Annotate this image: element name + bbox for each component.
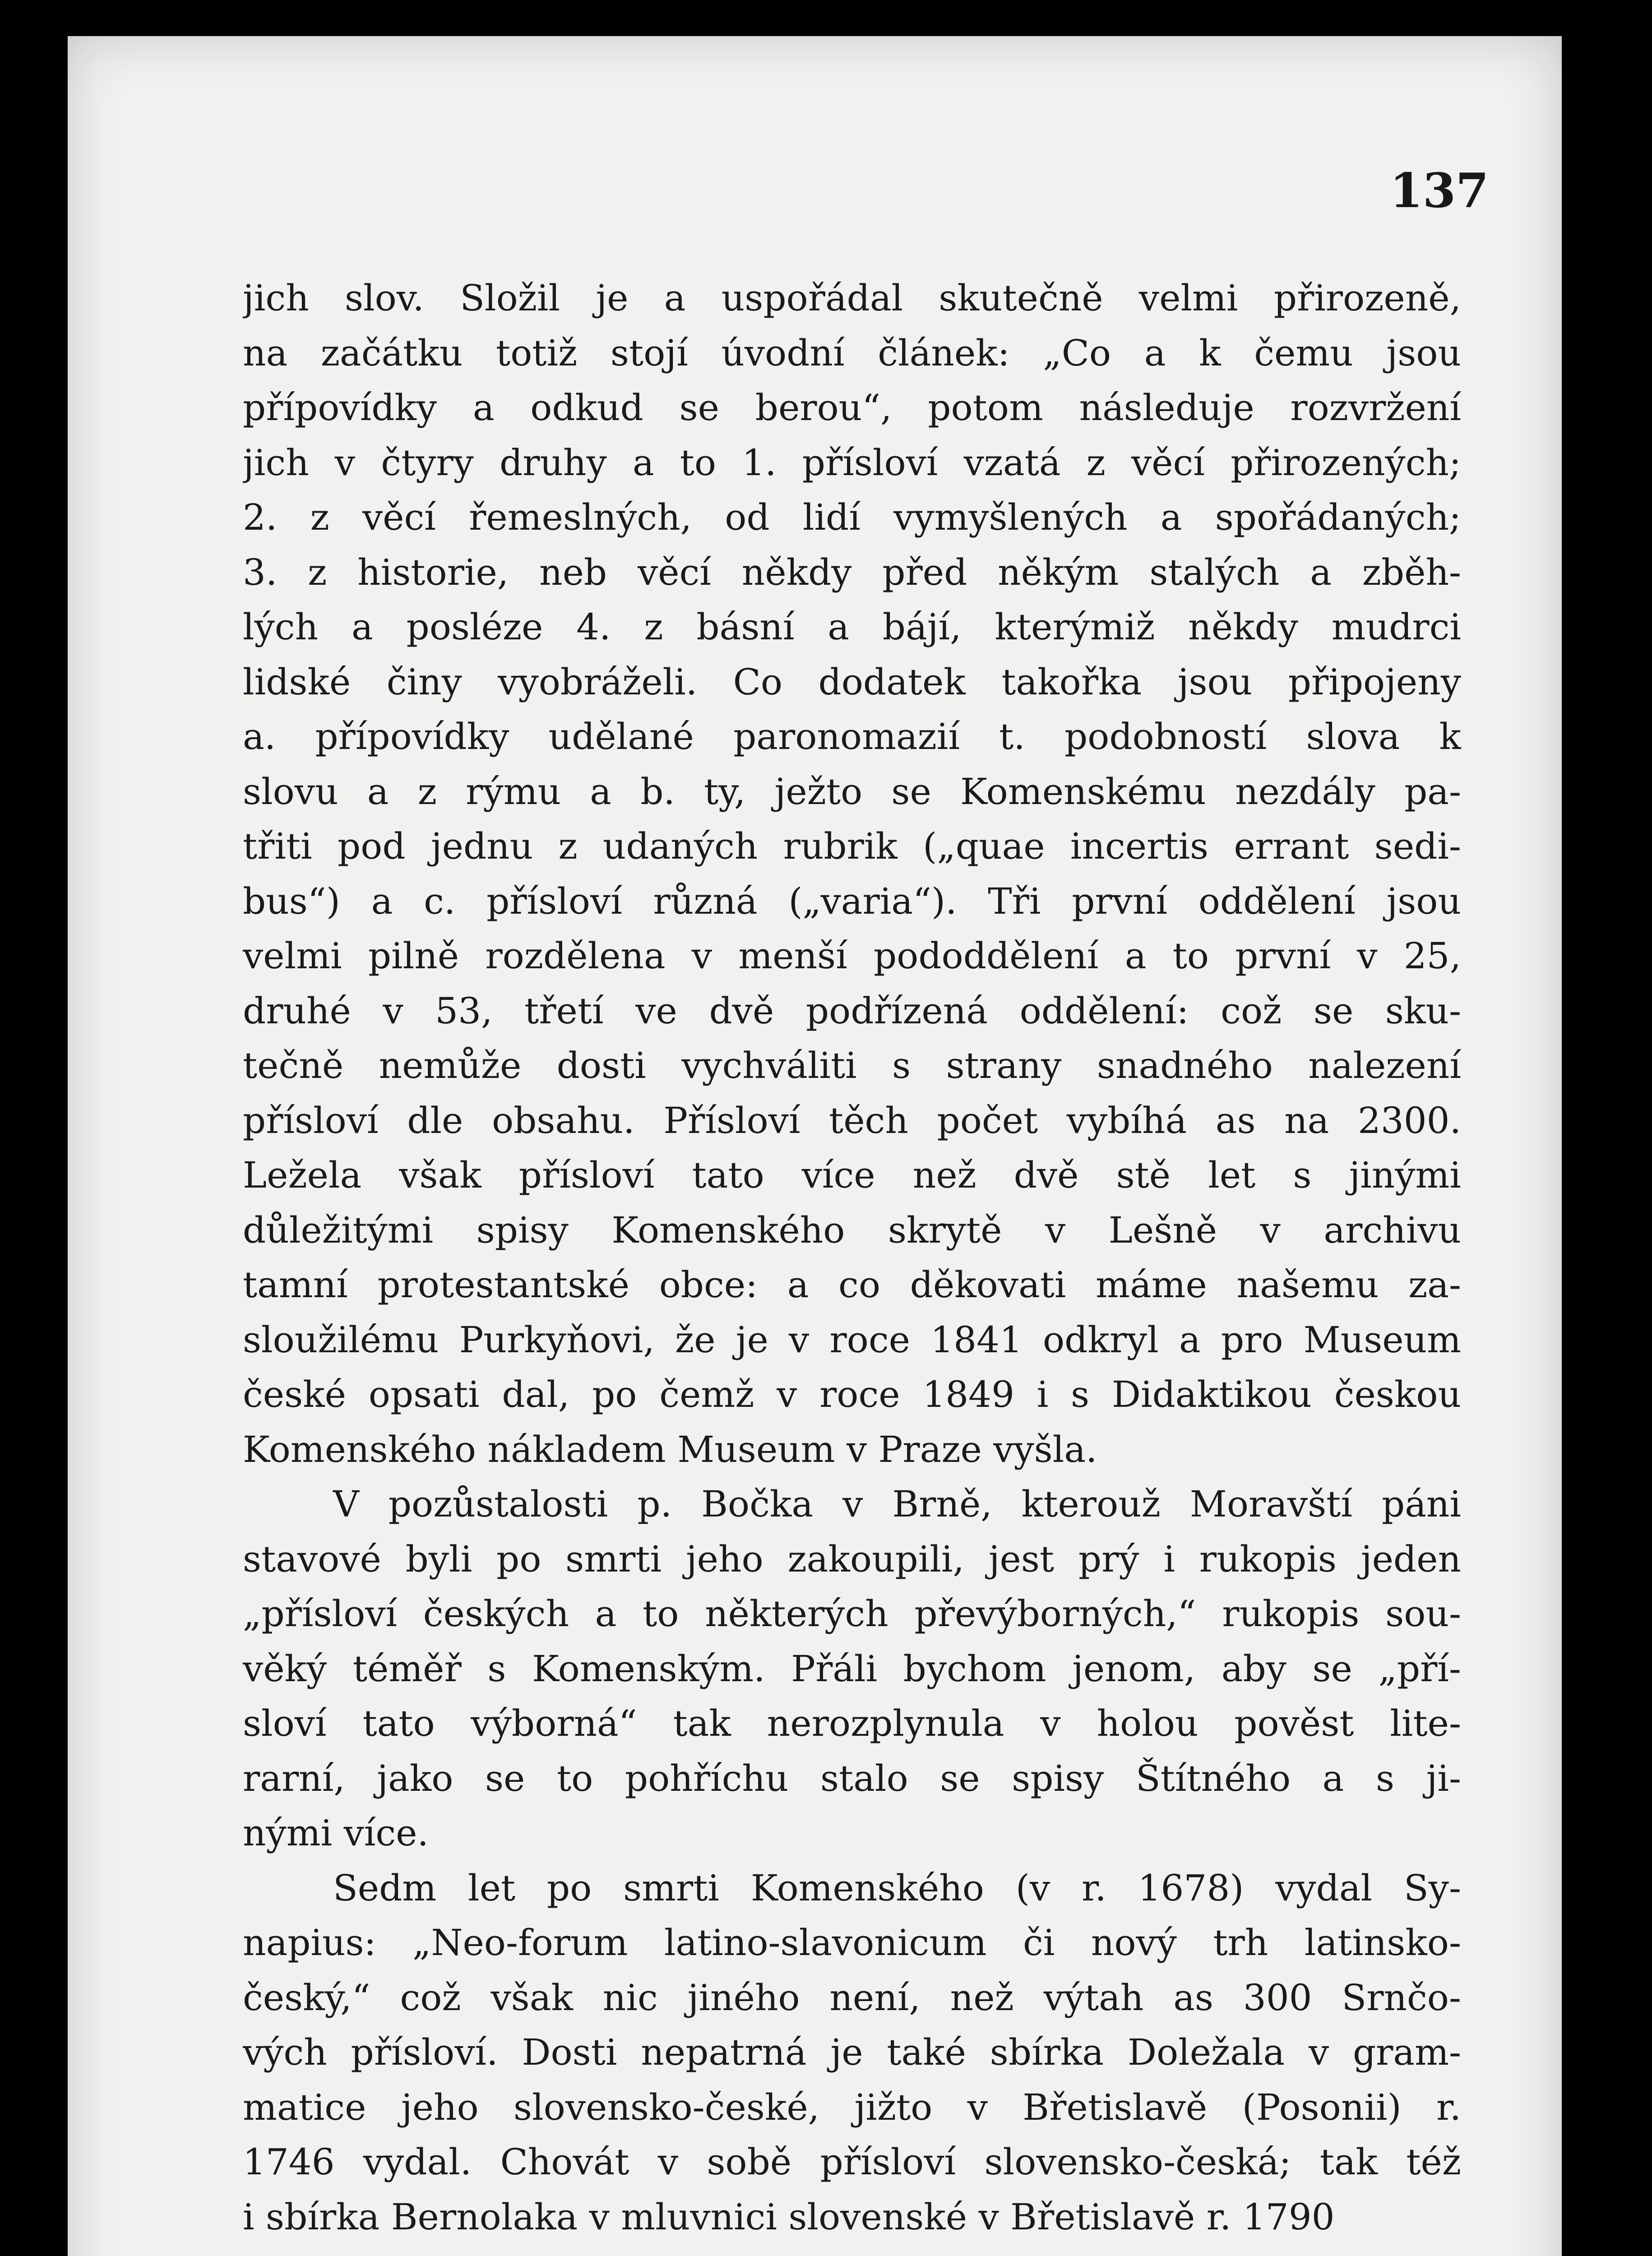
text-line: lých a posléze 4. z básní a bájí, kterýmiž někdy mudrci bbox=[243, 606, 1461, 648]
text-line: bus“) a c. přísloví různá („varia“). Tři první oddělení jsou bbox=[243, 880, 1461, 922]
text-line: 3. z historie, neb věcí někdy před někým stalých a zběh- bbox=[243, 551, 1461, 593]
text-line: nými více. bbox=[243, 1812, 429, 1854]
text-line: 1746 vydal. Chovát v sobě přísloví slovensko-česká; tak též bbox=[243, 2141, 1461, 2183]
text-line: třiti pod jednu z udaných rubrik („quae incertis errant sedi- bbox=[243, 825, 1461, 867]
text-line: napius: „Neo-forum latino-slavonicum či nový trh latinsko- bbox=[243, 1922, 1461, 1964]
text-line: Sedm let po smrti Komenského (v r. 1678) vydal Sy- bbox=[333, 1867, 1461, 1909]
body-text bbox=[243, 271, 1461, 2244]
text-line: matice jeho slovensko-české, jižto v Břetislavě (Posonii) r. bbox=[243, 2086, 1461, 2128]
text-line: věký téměř s Komenským. Přáli bychom jenom, aby se „pří- bbox=[243, 1647, 1461, 1690]
text-line: V pozůstalosti p. Bočka v Brně, kterouž Moravští páni bbox=[333, 1483, 1461, 1525]
text-line: Ležela však přísloví tato více než dvě stě let s jinými bbox=[243, 1154, 1461, 1196]
text-line: lidské činy vyobráželi. Co dodatek takořka jsou připojeny bbox=[243, 661, 1461, 703]
text-line: i sbírka Bernolaka v mluvnici slovenské v Břetislavě r. 1790 bbox=[243, 2196, 1335, 2238]
text-line: vých přísloví. Dosti nepatrná je také sbírka Doležala v gram- bbox=[243, 2031, 1461, 2073]
text-line: „přísloví českých a to některých převýborných,“ rukopis sou- bbox=[243, 1593, 1461, 1635]
page-number: 137 bbox=[1390, 162, 1489, 218]
text-line: jich slov. Složil je a uspořádal skutečně velmi přirozeně, bbox=[243, 277, 1461, 319]
text-line: Komenského nákladem Museum v Praze vyšla. bbox=[243, 1428, 1097, 1470]
text-line: slovu a z rýmu a b. ty, ježto se Komenskému nezdály pa- bbox=[243, 770, 1461, 813]
text-line: jich v čtyry druhy a to 1. přísloví vzatá z věcí přirozených; bbox=[243, 441, 1461, 484]
text-line: stavové byli po smrti jeho zakoupili, jest prý i rukopis jeden bbox=[243, 1538, 1461, 1580]
text-line: tamní protestantské obce: a co děkovati máme našemu za- bbox=[243, 1264, 1461, 1306]
text-line: sloužilému Purkyňovi, že je v roce 1841 odkryl a pro Museum bbox=[243, 1318, 1461, 1361]
text-line: tečně nemůže dosti vychváliti s strany snadného nalezení bbox=[243, 1045, 1461, 1086]
text-line: velmi pilně rozdělena v menší pododdělení a to první v 25, bbox=[243, 935, 1461, 977]
book-page bbox=[68, 36, 1562, 2256]
text-line: přípovídky a odkud se berou“, potom následuje rozvržení bbox=[243, 387, 1461, 429]
text-line: na začátku totiž stojí úvodní článek: „Co a k čemu jsou bbox=[243, 332, 1461, 374]
text-line: český,“ což však nic jiného není, než výtah as 300 Srnčo- bbox=[243, 1976, 1461, 2019]
text-line: sloví tato výborná“ tak nerozplynula v holou pověst lite- bbox=[243, 1702, 1461, 1744]
text-line: rarní, jako se to pohříchu stalo se spisy Štítného a s ji- bbox=[243, 1757, 1461, 1799]
text-line: 2. z věcí řemeslných, od lidí vymyšlených a spořádaných; bbox=[243, 496, 1461, 538]
text-line: důležitými spisy Komenského skrytě v Lešně v archivu bbox=[243, 1209, 1461, 1251]
text-line: a. přípovídky udělané paronomazií t. podobností slova k bbox=[243, 716, 1461, 758]
text-line: přísloví dle obsahu. Přísloví těch počet vybíhá as na 2300. bbox=[243, 1099, 1461, 1142]
text-line: české opsati dal, po čemž v roce 1849 i s Didaktikou českou bbox=[243, 1373, 1461, 1415]
text-line: druhé v 53, třetí ve dvě podřízená oddělení: což se sku- bbox=[243, 989, 1461, 1032]
